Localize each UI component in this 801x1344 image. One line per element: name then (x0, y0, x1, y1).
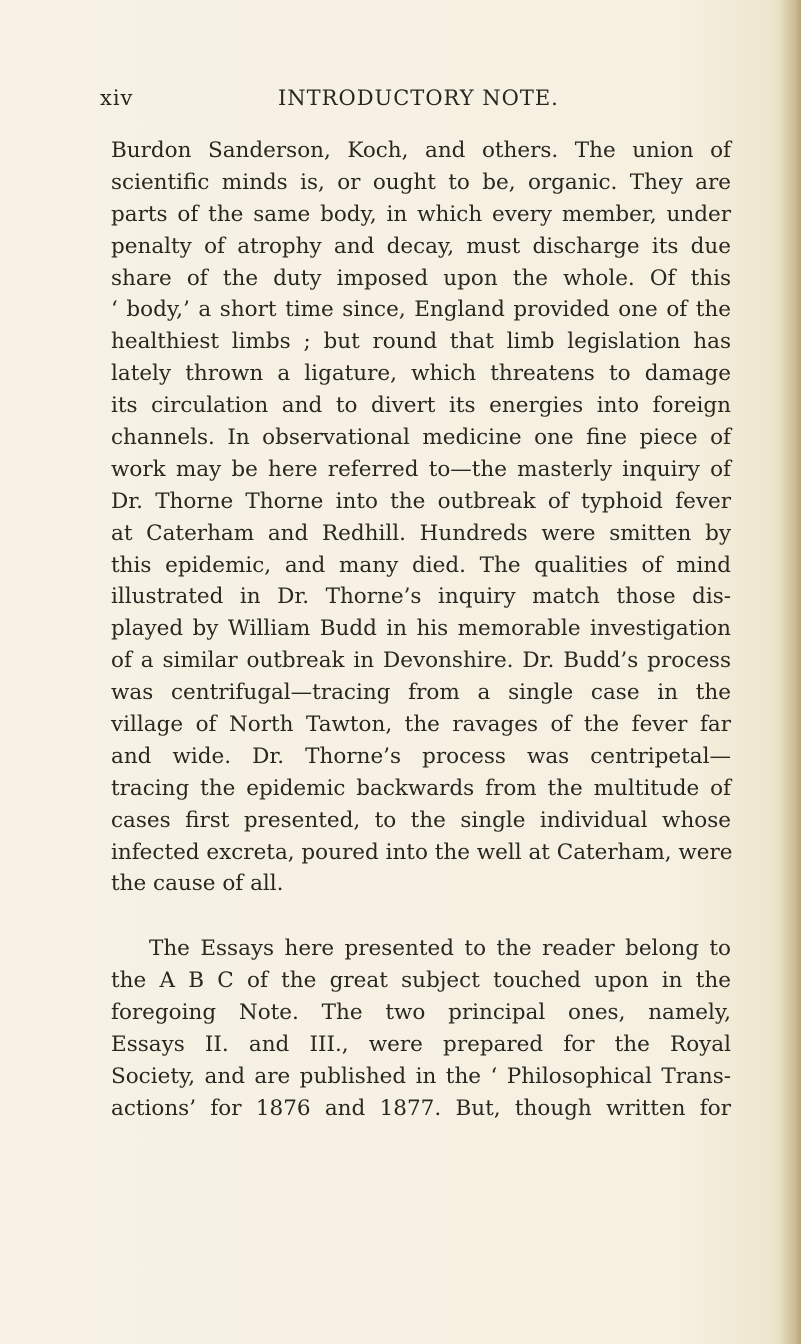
text-line: The Essays here presented to the reader belong to (149, 936, 731, 962)
text-line: penalty of atrophy and decay, must discharge its due (111, 233, 731, 259)
text-line: cases first presented, to the single individual whose (111, 807, 731, 833)
text-line: healthiest limbs ; but round that limb legislation has (111, 329, 731, 355)
text-line: lately thrown a ligature, which threatens to damage (111, 361, 731, 387)
text-line: Society, and are published in the ‘ Philosophical Trans- (111, 1063, 731, 1089)
page-number: xiv (100, 86, 134, 110)
page-edge-shadow (779, 0, 801, 1344)
text-line: village of North Tawton, the ravages of the fever far (111, 712, 731, 738)
text-line: at Caterham and Redhill. Hundreds were smitten by (111, 520, 731, 546)
text-line: this epidemic, and many died. The qualities of mind (111, 552, 731, 578)
paragraph-gap (111, 900, 731, 933)
text-line: scientific minds is, or ought to be, organic. They are (111, 169, 731, 195)
text-line: the cause of all. (111, 871, 284, 897)
text-line: of a similar outbreak in Devonshire. Dr. Budd’s process (111, 648, 731, 674)
text-line: actions’ for 1876 and 1877. But, though written for (111, 1095, 731, 1121)
text-line: Essays II. and III., were prepared for the Royal (111, 1032, 731, 1058)
text-line: Dr. Thorne Thorne into the outbreak of typhoid fever (111, 488, 731, 514)
text-line: and wide. Dr. Thorne’s process was centripetal— (111, 743, 731, 769)
text-line: ‘ body,’ a short time since, England provided one of the (111, 297, 731, 323)
text-line: channels. In observational medicine one fine piece of (111, 425, 731, 451)
text-line: foregoing Note. The two principal ones, namely, (111, 1000, 731, 1026)
running-header (100, 86, 730, 116)
text-line: share of the duty imposed upon the whole. Of this (111, 265, 731, 291)
text-line: Burdon Sanderson, Koch, and others. The union of (111, 138, 731, 163)
body-text (111, 135, 731, 1125)
running-title: INTRODUCTORY NOTE. (278, 86, 559, 110)
text-line: tracing the epidemic backwards from the multitude of (111, 775, 731, 801)
text-line: its circulation and to divert its energies into foreign (111, 393, 731, 419)
text-line: illustrated in Dr. Thorne’s inquiry match those dis- (111, 584, 731, 610)
paragraph-1 (111, 135, 731, 900)
text-line: was centrifugal—tracing from a single case in the (111, 680, 731, 706)
text-line: the A B C of the great subject touched upon in the (111, 968, 731, 994)
text-line: parts of the same body, in which every member, under (111, 201, 731, 227)
paragraph-2 (111, 933, 731, 1124)
text-line: played by William Budd in his memorable investigation (111, 616, 731, 642)
text-line: work may be here referred to—the masterly inquiry of (111, 456, 731, 482)
text-line: infected excreta, poured into the well at Caterham, were (111, 839, 733, 865)
